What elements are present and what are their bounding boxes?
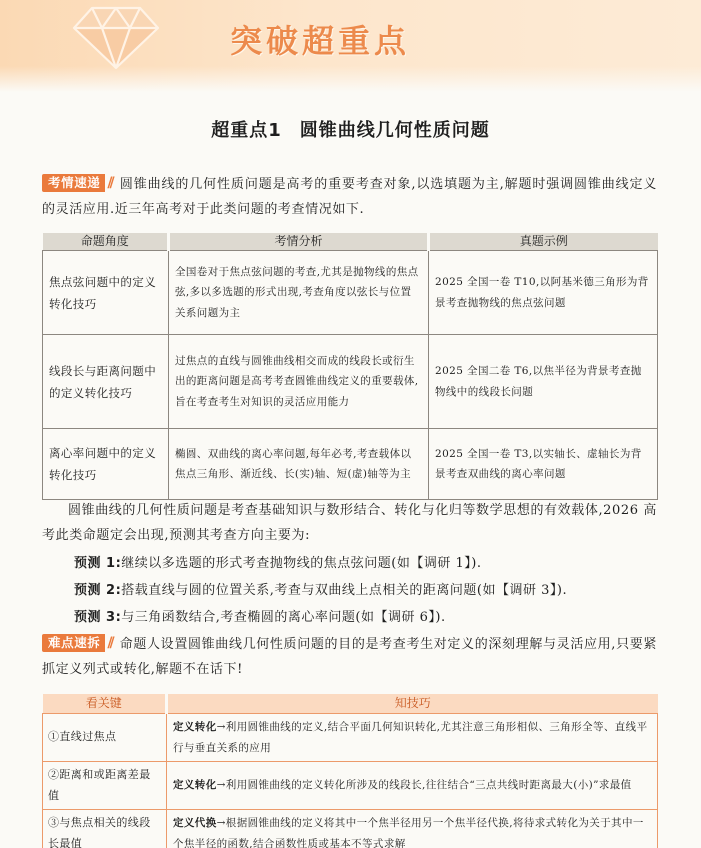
prediction-item xyxy=(74,552,481,571)
page-title xyxy=(0,116,701,142)
table-row xyxy=(43,810,658,848)
tip-cell xyxy=(167,762,658,810)
heading-title: 圆锥曲线几何性质问题 xyxy=(299,120,490,141)
summary-paragraph: 圆锥曲线的几何性质问题是考查基础知识与数形结合、转化与化归等数学思想的有效载体,2026 高考此类命题定会出现,预测其考查方向主要为: xyxy=(42,503,657,543)
tip-cell xyxy=(167,810,658,848)
section-banner xyxy=(0,0,701,92)
column-header: 知技巧 xyxy=(167,694,658,714)
analysis-cell: 椭圆、双曲线的离心率问题,每年必考,考查载体以焦点三角形、渐近线、长(实)轴、短(虚)轴等为主 xyxy=(169,429,429,500)
intro-text: 圆锥曲线的几何性质问题是高考的重要考查对象,以选填题为主,解题时强调圆锥曲线定义的灵活应用.近三年高考对于此类问题的考查情况如下. xyxy=(42,177,657,217)
prediction-label: 预测 3: xyxy=(74,610,122,625)
difficulty-paragraph xyxy=(42,631,657,682)
difficulty-text: 命题人设置圆锥曲线几何性质问题的目的是考查考生对定义的深刻理解与灵活应用,只要紧抓定义列式或转化,解题不在话下! xyxy=(42,637,657,677)
prediction-text: 与三角函数结合,考查椭圆的离心率问题(如【调研 6】). xyxy=(121,610,446,625)
difficulty-tag: 难点速拆 xyxy=(42,634,105,652)
table-row xyxy=(43,762,658,810)
intro-tag: 考情速递 xyxy=(42,174,105,192)
analysis-cell: 全国卷对于焦点弦问题的考查,尤其是抛物线的焦点弦,多以多选题的形式出现,考查角度以弦长与位置关系问题为主 xyxy=(169,251,429,335)
prediction-label: 预测 2: xyxy=(74,583,122,598)
example-cell: 2025 全国一卷 T3,以实轴长、虚轴长为背景考查双曲线的离心率问题 xyxy=(429,429,658,500)
table-row xyxy=(43,714,658,762)
heading-label: 超重点1 xyxy=(211,120,282,141)
table-row xyxy=(43,335,658,429)
column-header: 看关键 xyxy=(43,694,167,714)
tag-slash-icon: // xyxy=(107,635,112,651)
exam-analysis-table xyxy=(42,233,658,500)
column-header: 考情分析 xyxy=(169,233,429,251)
example-cell: 2025 全国一卷 T10,以阿基米德三角形为背景考查抛物线的焦点弦问题 xyxy=(429,251,658,335)
tip-text: →根据圆锥曲线的定义将其中一个焦半径用另一个焦半径代换,将待求式转化为关于其中一个焦半径的函数,结合函数性质或基本不等式求解 xyxy=(173,817,644,848)
angle-cell: 离心率问题中的定义转化技巧 xyxy=(43,429,169,500)
key-cell: ②距离和或距离差最值 xyxy=(43,762,167,810)
banner-fade xyxy=(0,66,701,92)
banner-title: 突破超重点 xyxy=(230,22,411,60)
tip-label: 定义代换 xyxy=(173,817,217,829)
intro-paragraph xyxy=(42,171,657,222)
prediction-item xyxy=(74,579,567,598)
tip-text: →利用圆锥曲线的定义,结合平面几何知识转化,尤其注意三角形相似、三角形全等、直线平行与垂直关系的应用 xyxy=(173,721,648,754)
tip-cell xyxy=(167,714,658,762)
angle-cell: 线段长与距离问题中的定义转化技巧 xyxy=(43,335,169,429)
diamond-icon xyxy=(70,2,162,72)
tip-label: 定义转化 xyxy=(173,779,217,792)
angle-cell: 焦点弦问题中的定义转化技巧 xyxy=(43,251,169,335)
prediction-text: 继续以多选题的形式考查抛物线的焦点弦问题(如【调研 1】). xyxy=(121,556,482,571)
column-header: 命题角度 xyxy=(43,233,169,251)
key-cell: ①直线过焦点 xyxy=(43,714,167,762)
example-cell: 2025 全国二卷 T6,以焦半径为背景考查抛物线中的线段长问题 xyxy=(429,335,658,429)
prediction-item xyxy=(74,606,446,625)
analysis-cell: 过焦点的直线与圆锥曲线相交而成的线段长或衍生出的距离问题是高考考查圆锥曲线定义的重要载体,旨在考查考生对知识的灵活应用能力 xyxy=(169,335,429,429)
tip-text: →利用圆锥曲线的定义转化所涉及的线段长,往往结合“三点共线时距离最大(小)”求最值 xyxy=(216,779,632,792)
prediction-text: 搭载直线与圆的位置关系,考查与双曲线上点相关的距离问题(如【调研 3】). xyxy=(121,583,568,598)
prediction-label: 预测 1: xyxy=(74,556,122,571)
table-header-row xyxy=(43,233,658,251)
table-row xyxy=(43,251,658,335)
tips-table xyxy=(42,694,658,848)
tag-slash-icon: // xyxy=(107,175,112,191)
table-header-row xyxy=(43,694,658,714)
key-cell: ③与焦点相关的线段长最值 xyxy=(43,810,167,848)
table-row xyxy=(43,429,658,500)
tip-label: 定义转化 xyxy=(173,721,217,733)
column-header: 真题示例 xyxy=(429,233,658,251)
